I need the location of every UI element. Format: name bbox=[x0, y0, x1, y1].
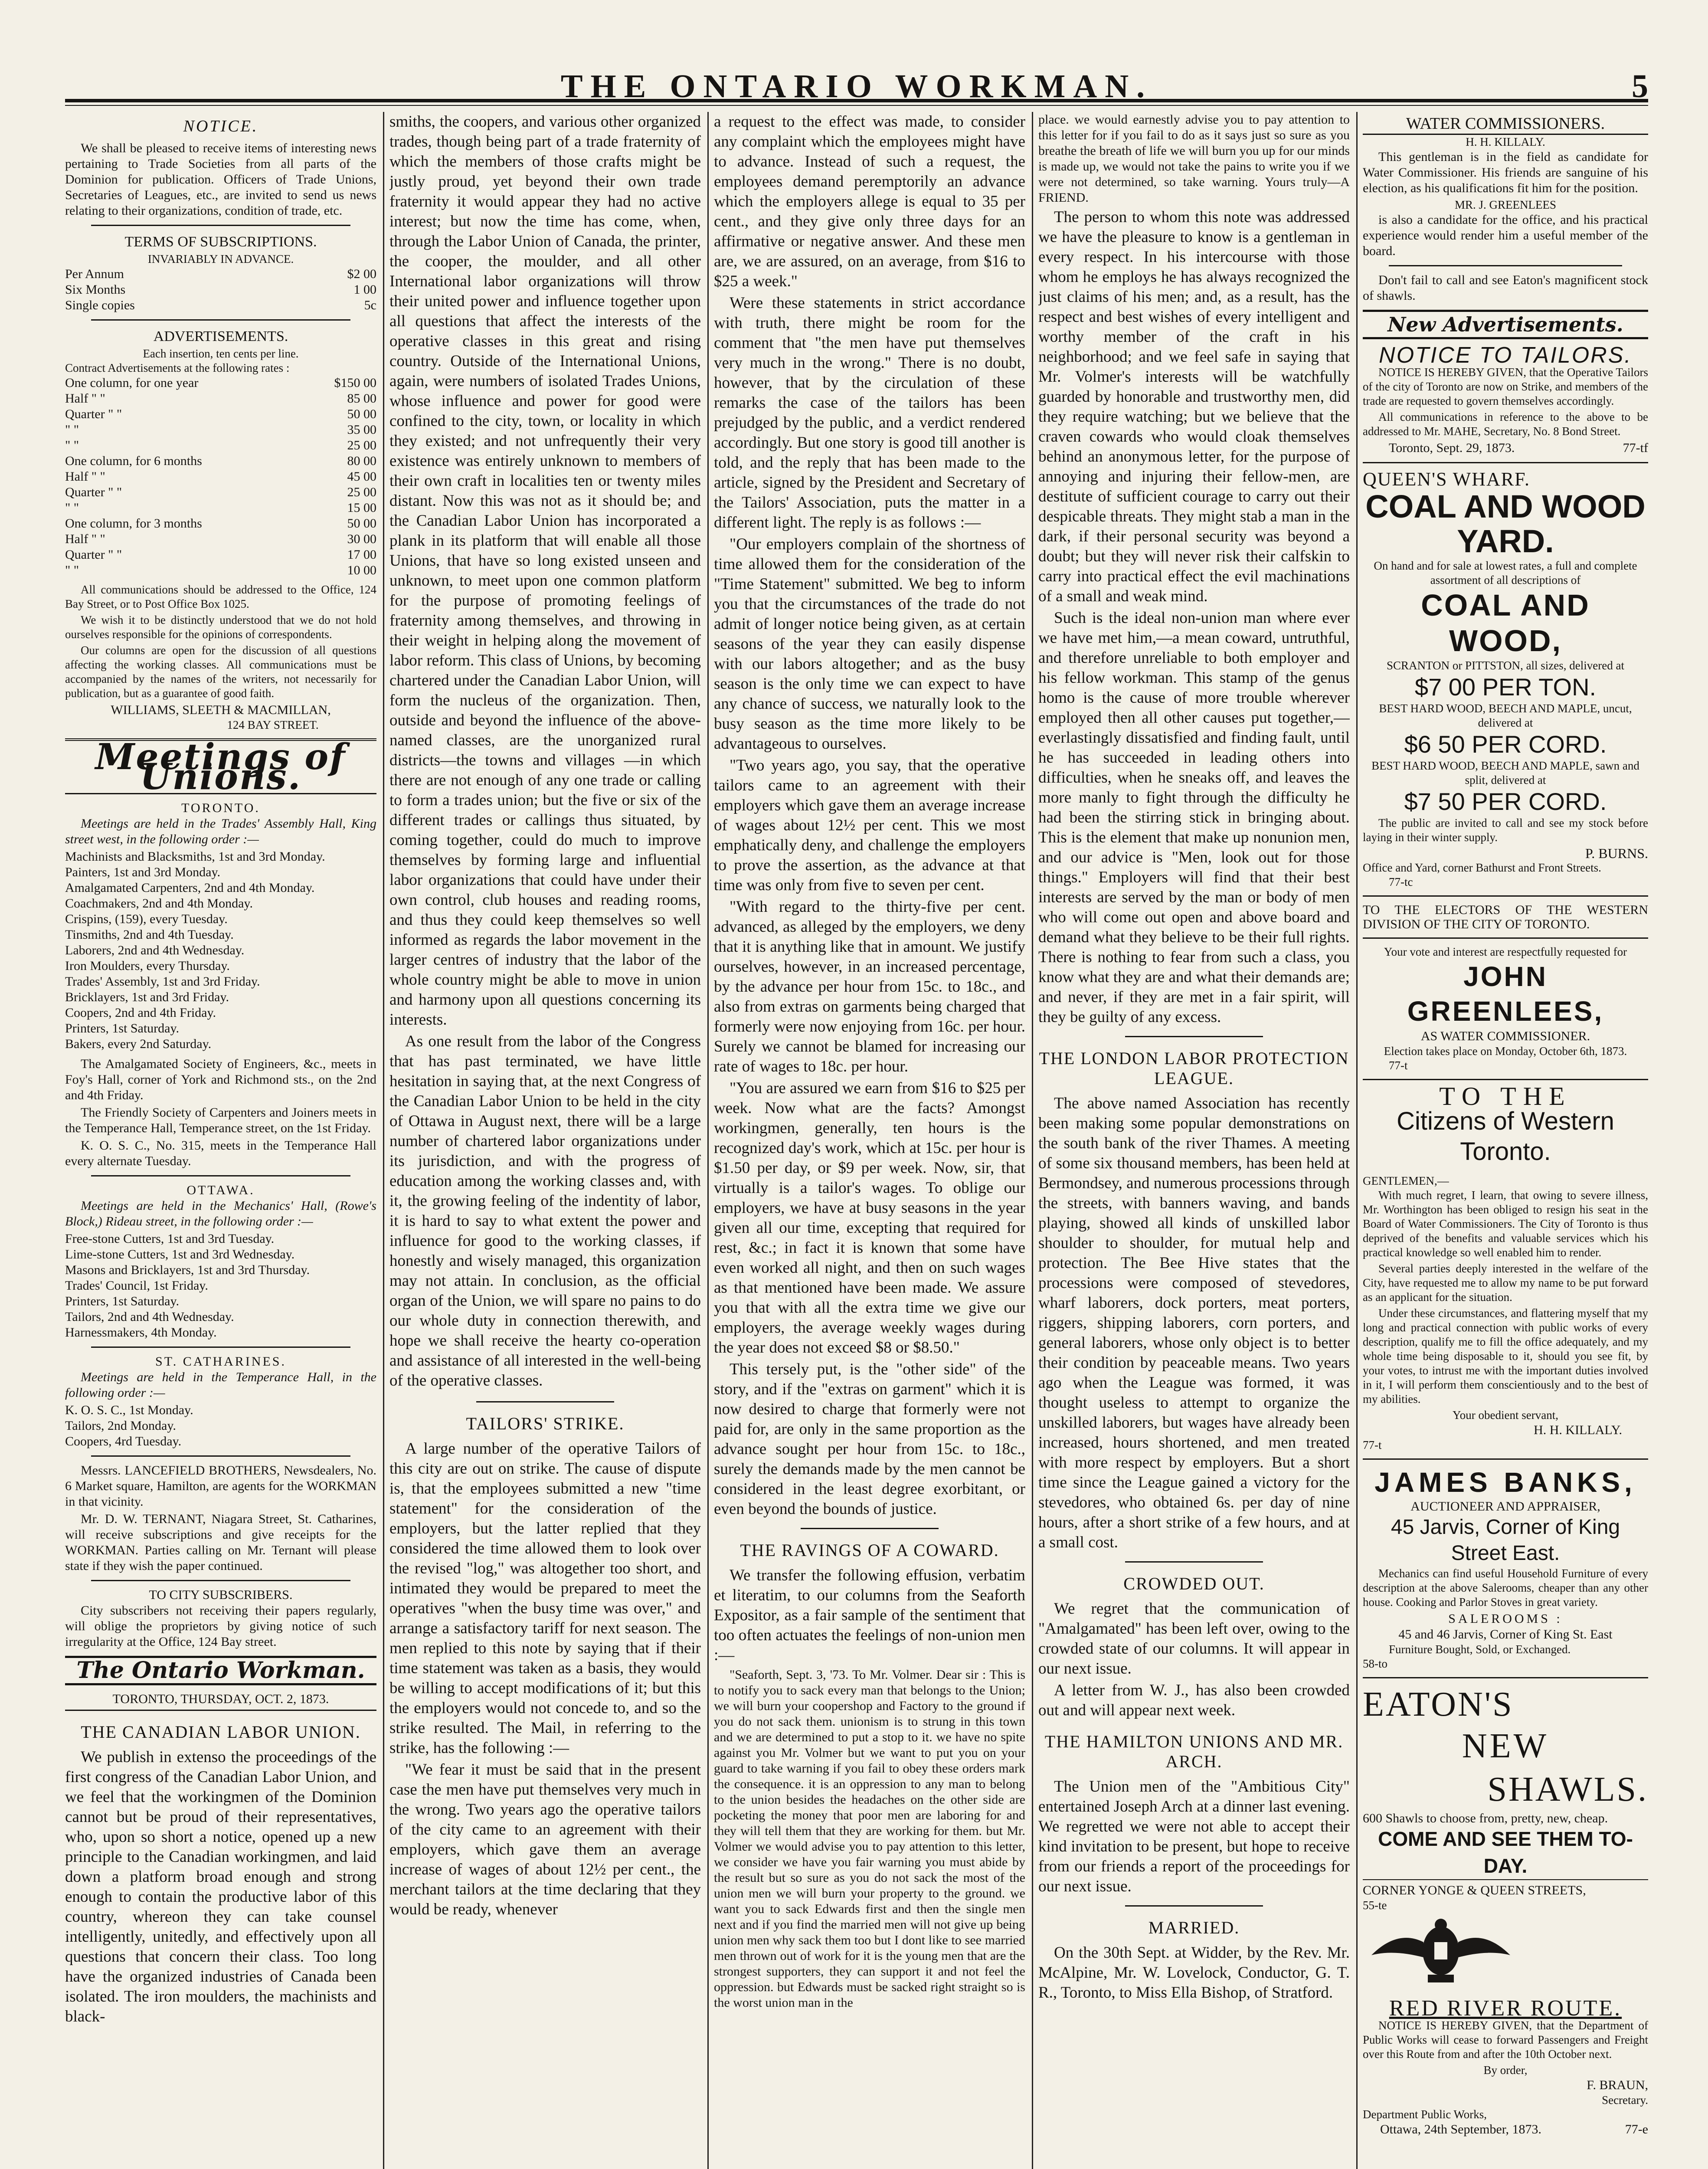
killaly-paragraph: Under these circumstances, and flattering myself that my long and practical connection with public works of every description, qualify me to fill the office adequately, and my whole time being disposable to it, should you see fit, by your votes, to intrust me with the important duties involved in it, I will perform them conscientiously and to the best of my abilities. bbox=[1363, 1307, 1648, 1406]
publishers: WILLIAMS, SLEETH & MACMILLAN, bbox=[111, 703, 331, 717]
candidate-text: is also a candidate for the office, and his practical experience would render him a useful member of the board. bbox=[1363, 213, 1648, 258]
election-date: Election takes place on Monday, October 6th, 1873. bbox=[1384, 1045, 1627, 1058]
candidate-text: This gentleman is in the field as candidate for Water Commissioner. His friends are sanguine of his election, as his qualifications fit him for the position. bbox=[1363, 150, 1648, 195]
divider bbox=[1125, 1905, 1263, 1907]
rate-line bbox=[65, 422, 376, 438]
divider bbox=[1363, 1677, 1648, 1678]
ad-code: 77-t bbox=[1363, 1438, 1382, 1451]
candidate-name: H. H. KILLALY. bbox=[1466, 135, 1545, 148]
divider bbox=[91, 1175, 350, 1176]
ads-subheading: Each insertion, ten cents per line. bbox=[143, 347, 299, 360]
greenlees-name: JOHN GREENLEES, bbox=[1407, 961, 1604, 1027]
editorial-heading: THE CANADIAN LABOR UNION. bbox=[81, 1722, 361, 1742]
divider bbox=[1363, 895, 1648, 897]
notice-text: NOTICE IS HEREBY GIVEN, that the Operative Tailors of the city of Toronto are now on Strike, and members of the trade are requested to govern themselves accordingly. bbox=[1363, 366, 1648, 407]
ad-code: 77-tc bbox=[1389, 875, 1413, 888]
article-paragraph: As one result from the labor of the Congress that has past terminated, we have little hesitation in saying that, at the next Congress of the Canadian Labor Union to be held in the city of Ottawa in August next, there will be a large number of chartered labor organizations under its jurisdiction, and with the progress of education among the working classes and, with it, the growing feeling of the indentity of labor, it is hard to say to what extent the power and influence for good to the working classes, if honestly and wisely managed, this organization may not attain. In conclusion, as the official organ of the Union, we will spare no pains to do our whole duty in connection therewith, and hope we shall receive the hearty co-operation and assistance of all interested in the well-being of the operative classes. bbox=[389, 1032, 701, 1389]
rate-value: 1 00 bbox=[353, 282, 376, 297]
rate-line bbox=[65, 298, 376, 313]
list-item: Coopers, 4rd Tuesday. bbox=[65, 1434, 182, 1448]
closing: Your obedient servant, bbox=[1453, 1409, 1558, 1422]
red-river-footer bbox=[1363, 2122, 1648, 2137]
toronto-extra: K. O. S. C., No. 315, meets in the Temperance Hall every alternate Tuesday. bbox=[65, 1138, 376, 1168]
rate-label: " " bbox=[65, 563, 79, 577]
citizens-heading: Citizens of Western Toronto. bbox=[1397, 1107, 1614, 1166]
hamilton-heading: THE HAMILTON UNIONS AND MR. ARCH. bbox=[1044, 1732, 1344, 1771]
rate-value: 85 00 bbox=[347, 391, 376, 406]
divider bbox=[91, 1580, 350, 1581]
coal-price: $7 00 PER TON. bbox=[1414, 673, 1597, 701]
coal-and-wood: COAL AND WOOD, bbox=[1421, 588, 1590, 658]
rate-label: Quarter " " bbox=[65, 485, 122, 499]
coal-subtext: On hand and for sale at lowest rates, a full and complete assortment of all descriptions of bbox=[1374, 559, 1637, 586]
coal-address: Office and Yard, corner Bathurst and Front Streets. bbox=[1363, 861, 1601, 874]
st-catharines-note: Meetings are held in the Temperance Hall, in the following order :— bbox=[65, 1370, 376, 1400]
rate-line bbox=[65, 375, 376, 391]
eaton-come: COME AND SEE THEM TO-DAY. bbox=[1378, 1828, 1633, 1877]
banks-text: Mechanics can find useful Household Furniture of every description at the above Salerooms, cheaper than any other house. Cooking and Parlor Stoves in great variety. bbox=[1363, 1567, 1648, 1609]
publishers-address: 124 BAY STREET. bbox=[227, 718, 319, 731]
notice-text: We shall be pleased to receive items of interesting news pertaining to Trade Societies from all parts of the Dominion for publication. Officers of Trade Unions, Secretaries of Leagues, etc., are invited to send us news relating to their organizations, condition of trade, etc. bbox=[65, 141, 376, 218]
divider bbox=[91, 1347, 350, 1348]
electors-subtext: Your vote and interest are respectfully requested for bbox=[1384, 945, 1627, 958]
divider bbox=[91, 225, 350, 226]
notice-heading: NOTICE. bbox=[183, 117, 258, 135]
red-river-title: Secretary. bbox=[1602, 2094, 1648, 2107]
ad-code: 77-t bbox=[1389, 1059, 1408, 1072]
article-paragraph: "Two years ago, you say, that the operative tailors came to an agreement with their employers which gave them an average increase of wages about 12½ per cent. This we most emphatically deny, and challenge the employers to prove the assertion, as the advance at that time was only from five to seven per cent. bbox=[714, 757, 1025, 894]
coal-yard-heading: COAL AND WOOD YARD. bbox=[1365, 488, 1646, 559]
rate-value: 80 00 bbox=[347, 454, 376, 468]
list-item: Free-stone Cutters, 1st and 3rd Tuesday. bbox=[65, 1232, 275, 1246]
killaly-paragraph: Several parties deeply interested in the welfare of the City, have requested me to allow my name to be put forward as an applicant for the situation. bbox=[1363, 1262, 1648, 1304]
article-paragraph: We regret that the communication of "Amalgamated" has been left over, owing to the crowded state of our columns. It will appear in our next issue. bbox=[1038, 1600, 1350, 1678]
rate-line bbox=[65, 485, 376, 500]
list-item: Printers, 1st Saturday. bbox=[65, 1021, 180, 1035]
coal-line: SCRANTON or PITTSTON, all sizes, delivered at bbox=[1387, 659, 1624, 672]
list-item: Bricklayers, 1st and 3rd Friday. bbox=[65, 990, 229, 1004]
article-paragraph: We transfer the following effusion, verbatim et literatim, to our columns from the Seaforth Expositor, as a fair sample of the sentiment that too often actuates the feelings of non-union men :— bbox=[714, 1566, 1025, 1664]
toronto-list bbox=[65, 849, 376, 1052]
list-item: Iron Moulders, every Thursday. bbox=[65, 959, 230, 973]
married-heading: MARRIED. bbox=[1148, 1918, 1240, 1937]
rate-label: Single copies bbox=[65, 298, 135, 312]
wharf-heading: QUEEN'S WHARF. bbox=[1363, 469, 1531, 490]
rate-label: " " bbox=[65, 423, 79, 437]
rate-line bbox=[65, 531, 376, 547]
red-river-by: By order, bbox=[1483, 2064, 1528, 2077]
salerooms-address: 45 and 46 Jarvis, Corner of King St. East bbox=[1398, 1627, 1613, 1641]
banks-note: Furniture Bought, Sold, or Exchanged. bbox=[1389, 1643, 1571, 1656]
list-item: Trades' Council, 1st Friday. bbox=[65, 1278, 208, 1293]
editorial-paragraph: We publish in extenso the proceedings of the first congress of the Canadian Labor Union, and we feel that the workingmen of the Dominion cannot but be proud of their representatives, who, upon so short a notice, opened up a new principle to the Canadian workingmen, and laid down a platform broad enough and strong enough to contain the productive labor of this country, whereon they can take counsel intelligently, unitedly, and effectively upon all questions that concern their class. Too long have the organized industries of Canada been isolated. The iron moulders, the machinists and black- bbox=[65, 1748, 376, 2025]
divider bbox=[1125, 1561, 1263, 1563]
ravings-heading: THE RAVINGS OF A COWARD. bbox=[740, 1540, 999, 1560]
dateline: TORONTO, THURSDAY, OCT. 2, 1873. bbox=[65, 1691, 376, 1711]
article-paragraph: The above named Association has recently been making some popular demonstrations on the south bank of the river Thames. A meeting of some six thousand members, has been held at Bermondsey, and numerous processions through the streets, with banners waving, and bands playing, showed all kinds of unskilled labor shoulder to shoulder, for mutual help and protection. The Bee Hive states that the processions were composed of stevedores, wharf laborers, dock porters, meat porters, riggers, shipping laborers, corn porters, and general laborers, whose only object is to better their condition by peaceable means. Two years ago when the League was formed, it was thought useless to attempt to organize the unskilled laborers, but wages have already been increased, hours shortened, and men treated with more respect by employers. But a short time since the League gained a victory for the stevedores, who obtained 6s. per day of nine hours, after a short strike of a few hours, and at a small cost. bbox=[1038, 1094, 1350, 1551]
rate-value: 50 00 bbox=[347, 407, 376, 421]
ottawa-note: Meetings are held in the Mechanics' Hall, (Rowe's Block,) Rideau street, in the following order :— bbox=[65, 1199, 376, 1229]
toronto-extra: The Friendly Society of Carpenters and Joiners meets in the Temperance Hall, Temperance street, on the 1st Friday. bbox=[65, 1105, 376, 1135]
list-item: Coopers, 2nd and 4th Friday. bbox=[65, 1006, 216, 1020]
city-subscribers-text: City subscribers not receiving their papers regularly, will oblige the proprietors by giving notice of such irregularity at the Office, 124 Bay street. bbox=[65, 1603, 376, 1649]
article-paragraph: A letter from W. J., has also been crowded out and will appear next week. bbox=[1038, 1681, 1350, 1719]
to-the-heading: TO THE bbox=[1439, 1082, 1572, 1111]
coal-line: BEST HARD WOOD, BEECH AND MAPLE, uncut, delivered at bbox=[1379, 702, 1632, 729]
terms-heading: TERMS OF SUBSCRIPTIONS. bbox=[124, 234, 317, 250]
article-paragraph: Such is the ideal non-union man where ever we have met him,—a mean coward, untruthful, and therefore unreliable to both employer and his fellow workman. This stamp of the genus homo is the cause of more trouble wherever employed then all other causes put together,—everlastingly dissatisfied and finding fault, until he has succeeded in leading others into difficulties, when he sneaks off, and leaves the more manly to fight through the difficulty he had been the stirring stick in bringing about. This is the element that make up nonunion men, and our advice is "Men, look out for those things." Employers will find that their best interests are served by the man or body of men who will come out open and above board and demand what they believe to be their full rights. There is nothing to fear from such a class, you know what they are and what their demands are; and never, if they are met in a fair spirit, will they be guilty of any excess. bbox=[1038, 609, 1350, 1026]
signature: H. H. KILLALY. bbox=[1534, 1423, 1622, 1437]
agents-notice: Mr. D. W. TERNANT, Niagara Street, St. Catharines, will receive subscriptions and give receipts for the WORKMAN. Parties calling on Mr. Ternant will please state if they wish the paper continued. bbox=[65, 1512, 376, 1573]
rate-label: Half " " bbox=[65, 469, 105, 484]
eaton-subtext: 600 Shawls to choose from, pretty, new, cheap. bbox=[1363, 1811, 1608, 1825]
toronto-extra: The Amalgamated Society of Engineers, &c., meets in Foy's Hall, corner of York and Richmond sts., on the 2nd and 4th Friday. bbox=[65, 1057, 376, 1102]
rate-label: One column, for 3 months bbox=[65, 516, 202, 531]
paper-name: The Ontario Workman. bbox=[65, 1656, 376, 1685]
column-divider bbox=[1032, 112, 1033, 2169]
greenlees-office: AS WATER COMMISSIONER. bbox=[1420, 1029, 1590, 1043]
crowded-out-heading: CROWDED OUT. bbox=[1123, 1574, 1265, 1593]
meetings-title: Meetings of Unions. bbox=[95, 736, 347, 798]
banks-address: 45 Jarvis, Corner of King Street East. bbox=[1391, 1516, 1620, 1565]
salerooms-heading: SALEROOMS : bbox=[1448, 1612, 1563, 1626]
salutation: GENTLEMEN,— bbox=[1363, 1174, 1449, 1187]
st-catharines-heading: ST. CATHARINES. bbox=[155, 1354, 286, 1369]
list-item: Painters, 1st and 3rd Monday. bbox=[65, 865, 221, 879]
notice-date: Toronto, Sept. 29, 1873. bbox=[1389, 441, 1515, 455]
rate-label: Quarter " " bbox=[65, 407, 122, 421]
rate-line bbox=[65, 500, 376, 516]
city-subscribers-heading: TO CITY SUBSCRIBERS. bbox=[149, 1588, 293, 1602]
rate-line bbox=[65, 469, 376, 485]
divider bbox=[1363, 1458, 1648, 1460]
article-paragraph: "You are assured we earn from $16 to $25 per week. Now what are the facts? Amongst workingmen, generally, ten hours is the recognized day's work, which at 15c. per hour is $1.50 per day, or $9 per week. Now, sir, that virtually is a tailor's wages. To oblige our employers, we have at busy seasons in the year given all our time, excepting that required for rest, &c.; in fact it is known that some have even worked all night, and then on such wages as that mentioned have been made. We assure you that with all the extra time we give our employers, the average weekly wages during the year does not exceed $8 or $8.50." bbox=[714, 1079, 1025, 1356]
rate-label: Half " " bbox=[65, 532, 105, 546]
rate-label: " " bbox=[65, 438, 79, 452]
red-river-date: Ottawa, 24th September, 1873. bbox=[1380, 2122, 1542, 2136]
list-item: Crispins, (159), every Tuesday. bbox=[65, 912, 228, 926]
list-item: Trades' Assembly, 1st and 3rd Friday. bbox=[65, 974, 260, 989]
page-number: 5 bbox=[1632, 68, 1648, 105]
coat-of-arms-icon bbox=[1363, 1916, 1519, 1990]
terms-subheading: INVARIABLY IN ADVANCE. bbox=[147, 252, 294, 265]
list-item: Lime-stone Cutters, 1st and 3rd Wednesday. bbox=[65, 1247, 295, 1261]
list-item: Harnessmakers, 4th Monday. bbox=[65, 1325, 217, 1340]
coal-signer: P. BURNS. bbox=[1585, 845, 1648, 861]
divider bbox=[476, 1401, 614, 1402]
eaton-note: Don't fail to call and see Eaton's magnificent stock of shawls. bbox=[1363, 273, 1648, 303]
rate-value: 25 00 bbox=[347, 485, 376, 499]
rate-value: 10 00 bbox=[347, 563, 376, 577]
rate-label: Quarter " " bbox=[65, 547, 122, 562]
coal-price: $6 50 PER CORD. bbox=[1404, 731, 1607, 758]
divider bbox=[1363, 1079, 1648, 1080]
masthead-rule-thin bbox=[65, 105, 1648, 106]
rate-value: 5c bbox=[364, 298, 376, 312]
rate-line bbox=[65, 391, 376, 406]
rate-label: Half " " bbox=[65, 391, 105, 406]
st-catharines-list bbox=[65, 1402, 376, 1449]
column-4 bbox=[1038, 112, 1350, 2169]
ad-code: 77-e bbox=[1625, 2122, 1648, 2136]
red-river-heading: RED RIVER ROUTE. bbox=[1389, 1996, 1622, 2021]
rate-label: Per Annum bbox=[65, 267, 124, 281]
list-item: Tinsmiths, 2nd and 4th Tuesday. bbox=[65, 927, 234, 942]
rate-line bbox=[65, 547, 376, 563]
article-paragraph: smiths, the coopers, and various other organized trades, though being part of a trade fraternity of which the members of those crafts might be justly proud, yet beyond their own trade fraternity it would appear they had no active interest; but now the time has come, when, through the Labor Union of Canada, the printer, the cooper, the moulder, and all other International labor organizations will throw their united power and influence together upon all questions that affect the interests of the operative classes in this great and rising country. Outside of the International Unions, again, were numbers of isolated Trades Unions, whose influence and power for good were confined to the city, town, or locality in which they existed; and not unfrequently their very existence was entirely unknown to members of their own craft in localities ten or twenty miles distant. Now this was not as it should be; and the Canadian Labor Union has incorporated a plank in its platform that will enable all those Unions, that have so long existed unseen and unknown, to meet upon one common platform for the purpose of promoting feelings of fraternity among themselves, and throwing in their weight in helping along the movement of labor reform. This class of Unions, by becoming chartered under the Canadian Labor Union, will form the nucleus of the organization. Then, outside and beyond the influence of the above-named classes, are the unorganized rural districts—the towns and villages —in which there are not enough of any one trade or calling to form a trades union; but the five or six of the different trades or callings thus situated, by coming together, could do much to improve themselves by forming large and influential labor organizations that could have under their own control, club houses and reading rooms, and thus they could keep themselves so well informed as regards the labor movement in the larger centres of industry that the labor of the whole country might be able to move in union and harmony upon all questions concerning its interests. bbox=[389, 113, 701, 1029]
red-river-signer: F. BRAUN, bbox=[1587, 2078, 1648, 2092]
notice-to-tailors-heading: NOTICE TO TAILORS. bbox=[1379, 343, 1632, 368]
eaton-heading: SHAWLS. bbox=[1487, 1770, 1648, 1809]
rate-line bbox=[65, 453, 376, 469]
rate-value: 17 00 bbox=[347, 547, 376, 562]
article-paragraph: A large number of the operative Tailors of this city are out on strike. The cause of dispute is, that the employees submitted a new "time statement" for the consideration of the employers, but the latter replied that they considered the time allowed them to look over the revised "log," was altogether too short, and intimated they would be prepared to meet the operatives "when the busy time was over," and arrange a satisfactory tariff for next season. The men replied to this note by saying that if their time statement was taken as a basis, they would be willing to accept modifications of it; but this the employers would not concede to, and so the strike resulted. The Mail, in referring to the strike, has the following :— bbox=[389, 1440, 701, 1757]
ads-note: We wish it to be distinctly understood that we do not hold ourselves responsible for the opinions of correspondents. bbox=[65, 613, 376, 641]
banks-name: JAMES BANKS, bbox=[1374, 1467, 1636, 1498]
masthead-rule bbox=[65, 99, 1648, 102]
tailors-strike-heading: TAILORS' STRIKE. bbox=[466, 1414, 625, 1433]
london-league-heading: THE LONDON LABOR PROTECTION LEAGUE. bbox=[1039, 1048, 1349, 1088]
eaton-heading: NEW bbox=[1462, 1727, 1549, 1765]
rate-line bbox=[65, 406, 376, 422]
notice-text: All communications in reference to the above to be addressed to Mr. MAHE, Secretary, No. 8 Bond Street. bbox=[1363, 410, 1648, 438]
list-item: Masons and Bricklayers, 1st and 3rd Thursday. bbox=[65, 1263, 310, 1277]
list-item: K. O. S. C., 1st Monday. bbox=[65, 1403, 193, 1417]
letter-text: place. we would earnestly advise you to pay attention to this letter for if you fail to do as it says just so sure as you breathe the breath of life we will burn you up for our minds is made up, we would not take the pains to write you if we were not determined, so take warning. Yours truly—A FRIEND. bbox=[1038, 112, 1350, 205]
ads-subheading: Contract Advertisements at the following rates : bbox=[65, 361, 290, 374]
ad-code: 55-te bbox=[1363, 1899, 1387, 1912]
column-5 bbox=[1363, 112, 1648, 2169]
rate-line bbox=[65, 516, 376, 531]
list-item: Coachmakers, 2nd and 4th Monday. bbox=[65, 896, 253, 911]
rate-value: $2 00 bbox=[347, 267, 376, 281]
article-paragraph: a request to the effect was made, to consider any complaint which the employees might have to advance. Instead of such a request, the employees demand peremptorily an advance which the employers allege is equal to 35 per cent., and they give only three days for an affirmative or negative answer. And these men are, we are assured, on an average, from $16 to $25 a week." bbox=[714, 113, 1025, 290]
letter-text: "Seaforth, Sept. 3, '73. To Mr. Volmer. Dear sir : This is to notify you to sack every man that belongs to the Union; we will burn your coopershop and Factory to the ground if you do not sack them. unionism is to strung in this town and we are determined to put a stop to it. we have no spite against you Mr. Volmer but we want to put you on your guard to take warning if you fail to obey these orders mark the consequence. it is an oppression to any man to belong to the union besides the headaches on the other side are pocketing the money that poor men are laboring for and they will tell them that they are working for them. but Mr. Volmer we would advise you to pay attention to this letter, we consider we have you fair warning you must abide by the result but so sure as you do not sack the most of the union men we will burn your property to the ground. we want you to sack Edwards first and then the single men next and if you find the married men will not give up being union men why sack them too but I dont like to see married men thrown out of work for it is the young men that are the strongest supporters, they can support it and not feel the oppression. but Edwards must be sacked right straight so is the worst union man in the bbox=[714, 1668, 1025, 2010]
electors-heading: TO THE ELECTORS OF THE WESTERN DIVISION OF THE CITY OF TORONTO. bbox=[1363, 903, 1648, 931]
article-paragraph: The person to whom this note was addressed we have the pleasure to know is a gentleman in every respect. In his intercourse with those whom he employs he has always recognized the just claims of his men; and, as a result, has the respect and best wishes of every intelligent and worthy member of the craft in his neighborhood; and we feel safe in saying that Mr. Volmer's interests will be watchfully guarded by honorable and trustworthy men, did they require watching; but we believe that the craven cowards who would cloak themselves behind an anonymous letter, for the purpose of annoying and injuring their fellow-men, are destitute of sufficient courage to carry out their despicable threats. They might stab a man in the dark, if their personal security was beyond a doubt; but they will never risk their calfskin to carry into practical effect the evil machinations of a small and weak mind. bbox=[1038, 208, 1350, 605]
list-item: Tailors, 2nd and 4th Wednesday. bbox=[65, 1310, 234, 1324]
rate-value: 35 00 bbox=[347, 423, 376, 437]
article-paragraph: The Union men of the "Ambitious City" entertained Joseph Arch at a dinner last evening. We regretted we were not able to accept their kind invitation to be present, but hope to receive from our friends a report of the proceedings for our next issue. bbox=[1038, 1778, 1350, 1895]
column-2 bbox=[389, 112, 701, 2169]
notice-footer bbox=[1363, 440, 1648, 456]
column-3 bbox=[714, 112, 1025, 2169]
red-river-text: NOTICE IS HEREBY GIVEN, that the Department of Public Works will cease to forward Passengers and Freight over this Route from and after the 10th October next. bbox=[1363, 2019, 1648, 2061]
coal-price: $7 50 PER CORD. bbox=[1404, 788, 1607, 815]
column-divider bbox=[1356, 112, 1358, 2169]
divider bbox=[91, 319, 350, 321]
rate-value: 25 00 bbox=[347, 438, 376, 452]
divider bbox=[1363, 937, 1648, 939]
divider bbox=[801, 1528, 939, 1529]
list-item: Amalgamated Carpenters, 2nd and 4th Monday. bbox=[65, 881, 315, 895]
water-commissioners-heading: WATER COMMISSIONERS. bbox=[1363, 114, 1648, 135]
killaly-paragraph: With much regret, I learn, that owing to severe illness, Mr. Worthington has been obliged to resign his seat in the Board of Water Commissioners. The City of Toronto is thus deprived of the benefits and valuable services which his practical knowledge so well enabled him to render. bbox=[1363, 1189, 1648, 1259]
article-paragraph: "We fear it must be said that in the present case the men have put themselves very much in the wrong. Two years ago the operative tailors of the city came to an agreement with their employers, which gave them an average increase of wages of about 12½ per cent., the merchant tailors at the time declaring that they would be ready, whenever bbox=[389, 1761, 701, 1918]
candidate-name: MR. J. GREENLEES bbox=[1454, 198, 1556, 211]
divider bbox=[1125, 1036, 1263, 1037]
coal-note: The public are invited to call and see my stock before laying in their winter supply. bbox=[1363, 816, 1648, 844]
eaton-heading: EATON'S bbox=[1363, 1685, 1514, 1723]
new-advertisements-heading: New Advertisements. bbox=[1363, 310, 1648, 339]
agents-notice: Messrs. LANCEFIELD BROTHERS, Newsdealers, No. 6 Market square, Hamilton, are agents for the WORKMAN in that vicinity. bbox=[65, 1463, 376, 1509]
ad-code: 77-tf bbox=[1623, 441, 1648, 455]
rate-value: 15 00 bbox=[347, 501, 376, 515]
ottawa-list bbox=[65, 1231, 376, 1340]
banks-title: AUCTIONEER AND APPRAISER, bbox=[1410, 1499, 1600, 1514]
rate-value: 50 00 bbox=[347, 516, 376, 531]
newspaper-title: THE ONTARIO WORKMAN. bbox=[560, 68, 1153, 105]
divider bbox=[1363, 462, 1648, 463]
column-1 bbox=[65, 112, 376, 2169]
rate-label: One column, for 6 months bbox=[65, 454, 202, 468]
column-divider bbox=[707, 112, 709, 2169]
eaton-address: CORNER YONGE & QUEEN STREETS, bbox=[1363, 1879, 1648, 1898]
divider bbox=[91, 1455, 350, 1457]
ads-note: Our columns are open for the discussion of all questions affecting the working classes. All communications must be accompanied by the names of the writers, not necessarily for publication, but as a guarantee of good faith. bbox=[65, 644, 376, 700]
article-paragraph: "Our employers complain of the shortness of time allowed them for the consideration of the "Time Statement" submitted. We beg to inform you that the circumstances of the trade do not admit of longer notice being given, as at certain seasons of the year they can easily dispense with our labors altogether; and as the busy season is the only time we can expect to have any chance of success, we naturally look to the busy season as the time more likely to be advantageous to ourselves. bbox=[714, 535, 1025, 753]
list-item: Tailors, 2nd Monday. bbox=[65, 1419, 176, 1433]
list-item: Machinists and Blacksmiths, 1st and 3rd Monday. bbox=[65, 849, 325, 864]
rate-value: 45 00 bbox=[347, 469, 376, 484]
ottawa-heading: OTTAWA. bbox=[187, 1183, 255, 1197]
rate-line bbox=[65, 438, 376, 453]
red-river-dept: Department Public Works, bbox=[1363, 2108, 1487, 2121]
column-divider bbox=[383, 112, 384, 2169]
article-paragraph: "With regard to the thirty-five per cent. advanced, as alleged by the employers, we deny that it is anything like that in amount. We justify ourselves, however, in an increased percentage, by the advance per hour from 15c. to 18c., and also from extras on garments being charged that formerly were now enjoying from 16c. per hour. Surely we cannot be blamed for increasing our rate of wages to 18c. per hour. bbox=[714, 898, 1025, 1075]
ad-code: 58-to bbox=[1363, 1657, 1387, 1670]
rate-label: " " bbox=[65, 501, 79, 515]
article-paragraph: This tersely put, is the "other side" of the story, and if the "extras on garment" which it is now desired to charge that formerly were not paid for, are only in the same proportion as the advance sought per hour from 15c. to 18c., surely the demands made by the men cannot be considered in the least degree exorbitant, or even beyond the bounds of justice. bbox=[714, 1360, 1025, 1518]
list-item: Laborers, 2nd and 4th Wednesday. bbox=[65, 943, 245, 957]
rate-line bbox=[65, 266, 376, 282]
divider bbox=[1389, 265, 1622, 266]
list-item: Printers, 1st Saturday. bbox=[65, 1294, 180, 1308]
rate-label: Six Months bbox=[65, 282, 126, 297]
toronto-note: Meetings are held in the Trades' Assembly Hall, King street west, in the following order :— bbox=[65, 816, 376, 846]
rate-value: $150 00 bbox=[334, 376, 376, 390]
rate-line bbox=[65, 563, 376, 578]
list-item: Bakers, every 2nd Saturday. bbox=[65, 1037, 212, 1051]
rate-value: 30 00 bbox=[347, 532, 376, 546]
rate-line bbox=[65, 282, 376, 298]
advertisements-heading: ADVERTISEMENTS. bbox=[153, 328, 288, 344]
rate-label: One column, for one year bbox=[65, 376, 199, 390]
toronto-heading: TORONTO. bbox=[181, 801, 260, 815]
article-paragraph: Were these statements in strict accordance with truth, there might be room for the comment that "the men have put themselves very much in the wrong." There is no doubt, however, that by the circulation of these remarks the case of the tailors has been prejudged by the public, and a verdict rendered accordingly. But one story is good till another is told, and the reply that has been made to the article, signed by the President and Secretary of the Tailors' Association, puts the matter in a different light. The reply is as follows :— bbox=[714, 294, 1025, 531]
ads-note: All communications should be addressed to the Office, 124 Bay Street, or to Post Office Box 1025. bbox=[65, 583, 376, 610]
coal-line: BEST HARD WOOD, BEECH AND MAPLE, sawn and split, delivered at bbox=[1371, 759, 1639, 786]
article-paragraph: On the 30th Sept. at Widder, by the Rev. Mr. McAlpine, Mr. W. Lovelock, Conductor, G. T. R., Toronto, to Miss Ella Bishop, of Stratford. bbox=[1038, 1944, 1350, 2002]
